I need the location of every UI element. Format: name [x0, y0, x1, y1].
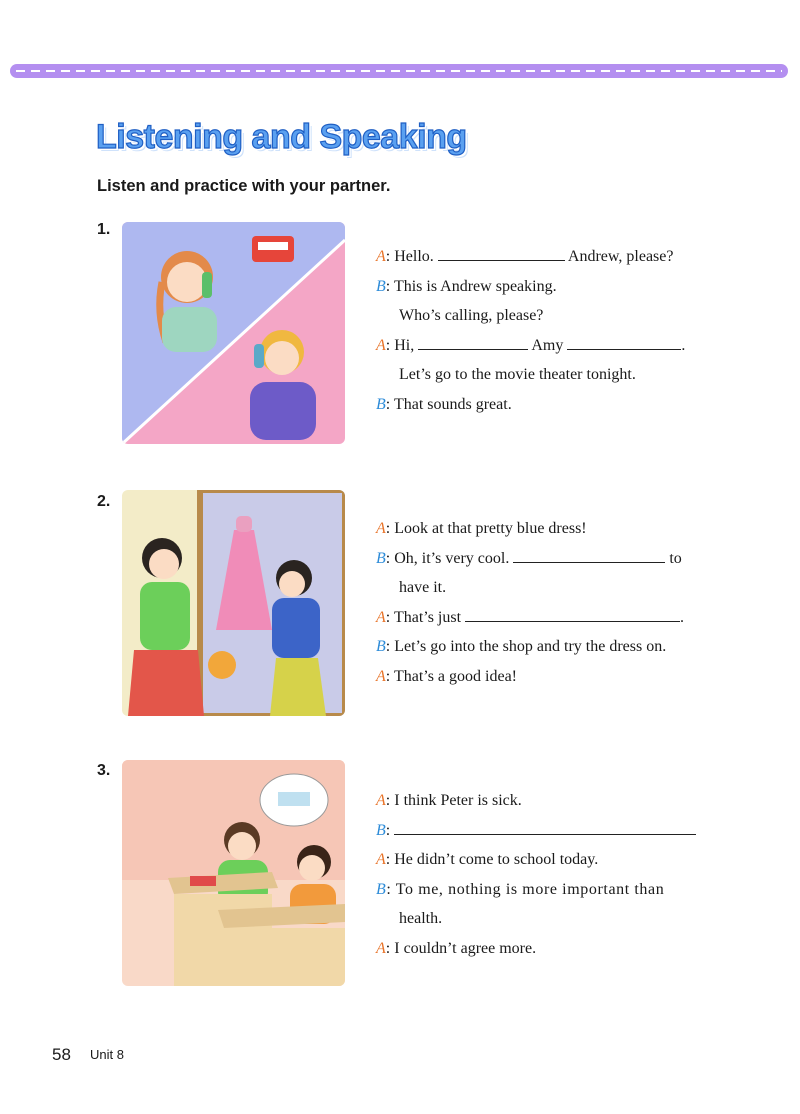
- dialog-text: That’s just: [393, 608, 466, 626]
- exercise-3-number: 3.: [97, 762, 111, 779]
- classroom-illustration: [122, 760, 345, 986]
- dialog-line: [376, 301, 706, 331]
- dialog-line: A: Look at that pretty blue dress!: [376, 520, 587, 537]
- speaker-label: B: [376, 821, 386, 839]
- dialog-line: B:: [376, 816, 706, 846]
- dialog-text: That sounds great.: [393, 395, 512, 413]
- speaker-label: A: [376, 336, 386, 354]
- dialog-line: A: Hi, Amy .: [376, 336, 686, 354]
- decorative-top-band: [10, 64, 788, 78]
- dialog-line: B: Let’s go into the shop and try the dress on.: [376, 638, 667, 655]
- dialog-line: B: This is Andrew speaking.: [376, 277, 557, 295]
- dialog-text: Who’s calling, please?: [399, 307, 544, 324]
- dialog-text: I think Peter is sick.: [394, 792, 522, 809]
- dialog-line: A: I think Peter is sick.: [376, 792, 522, 809]
- answer-blank[interactable]: [513, 548, 665, 563]
- dialog-text: This is Andrew speaking.: [393, 277, 557, 295]
- dialog-text: .: [680, 608, 685, 626]
- dialog-line: [376, 360, 706, 390]
- dialog-line: [376, 904, 706, 934]
- dialog-text: That’s a good idea!: [393, 667, 518, 685]
- dialog-text: .: [681, 336, 686, 354]
- speaker-label: B: [376, 277, 386, 295]
- speaker-label: A: [376, 667, 386, 685]
- dialog-text: Hello.: [394, 248, 438, 265]
- speaker-label: A: [376, 520, 386, 537]
- dialog-text: Let’s go to the movie theater tonight.: [399, 366, 636, 383]
- dialog-line: A: He didn’t come to school today.: [376, 851, 599, 868]
- exercise-1-number: 1.: [97, 221, 111, 238]
- section-title: Listening and Speaking: [96, 118, 467, 156]
- dialog-text: Look at that pretty blue dress!: [394, 520, 587, 537]
- phone-call-illustration: [122, 222, 345, 444]
- dialog-text: Hi,: [394, 336, 419, 354]
- answer-blank[interactable]: [465, 607, 680, 622]
- dress-shop-illustration: [122, 490, 345, 716]
- dialog-text: Oh, it’s very cool.: [394, 549, 514, 567]
- instruction-text: Listen and practice with your partner.: [97, 177, 391, 195]
- speaker-label: B: [376, 638, 386, 655]
- dialog-line: B: Oh, it’s very cool. to: [376, 549, 682, 567]
- dialog-text: have it.: [399, 579, 447, 596]
- speaker-label: B: [376, 395, 386, 413]
- dialog-line: A: That’s a good idea!: [376, 667, 518, 685]
- dialog-2: [376, 514, 706, 691]
- speaker-label: A: [376, 851, 386, 868]
- dialog-text: He didn’t come to school today.: [394, 851, 599, 868]
- speaker-label: A: [376, 608, 386, 626]
- dialog-text: I couldn’t agree more.: [394, 939, 537, 957]
- dialog-line: B: That sounds great.: [376, 395, 512, 413]
- exercise-2-number: 2.: [97, 493, 111, 510]
- page-number: 58: [52, 1045, 71, 1064]
- dialog-text: Andrew, please?: [564, 248, 674, 265]
- dialog-3: [376, 786, 706, 963]
- speaker-label: A: [376, 248, 386, 265]
- speaker-label: A: [376, 939, 386, 957]
- dialog-text: health.: [399, 910, 443, 927]
- dialog-1: [376, 242, 706, 419]
- dialog-line: A: I couldn’t agree more.: [376, 939, 537, 957]
- unit-label: Unit 8: [90, 1047, 124, 1062]
- dialog-line: [376, 573, 706, 603]
- dialog-text: to: [665, 549, 682, 567]
- dialog-text: To me, nothing is more important than: [395, 880, 665, 898]
- speaker-label: B: [376, 549, 386, 567]
- dialog-line: A: Hello. Andrew, please?: [376, 248, 674, 265]
- dialog-line: B: To me, nothing is more important than: [376, 880, 665, 898]
- answer-blank[interactable]: [438, 246, 565, 261]
- dialog-text: Amy: [528, 336, 568, 354]
- dialog-line: A: That’s just .: [376, 608, 685, 626]
- answer-blank[interactable]: [394, 820, 696, 835]
- speaker-label: B: [376, 880, 387, 898]
- answer-blank[interactable]: [567, 335, 681, 350]
- speaker-label: A: [376, 792, 386, 809]
- dialog-text: Let’s go into the shop and try the dress on.: [394, 638, 667, 655]
- answer-blank[interactable]: [418, 335, 528, 350]
